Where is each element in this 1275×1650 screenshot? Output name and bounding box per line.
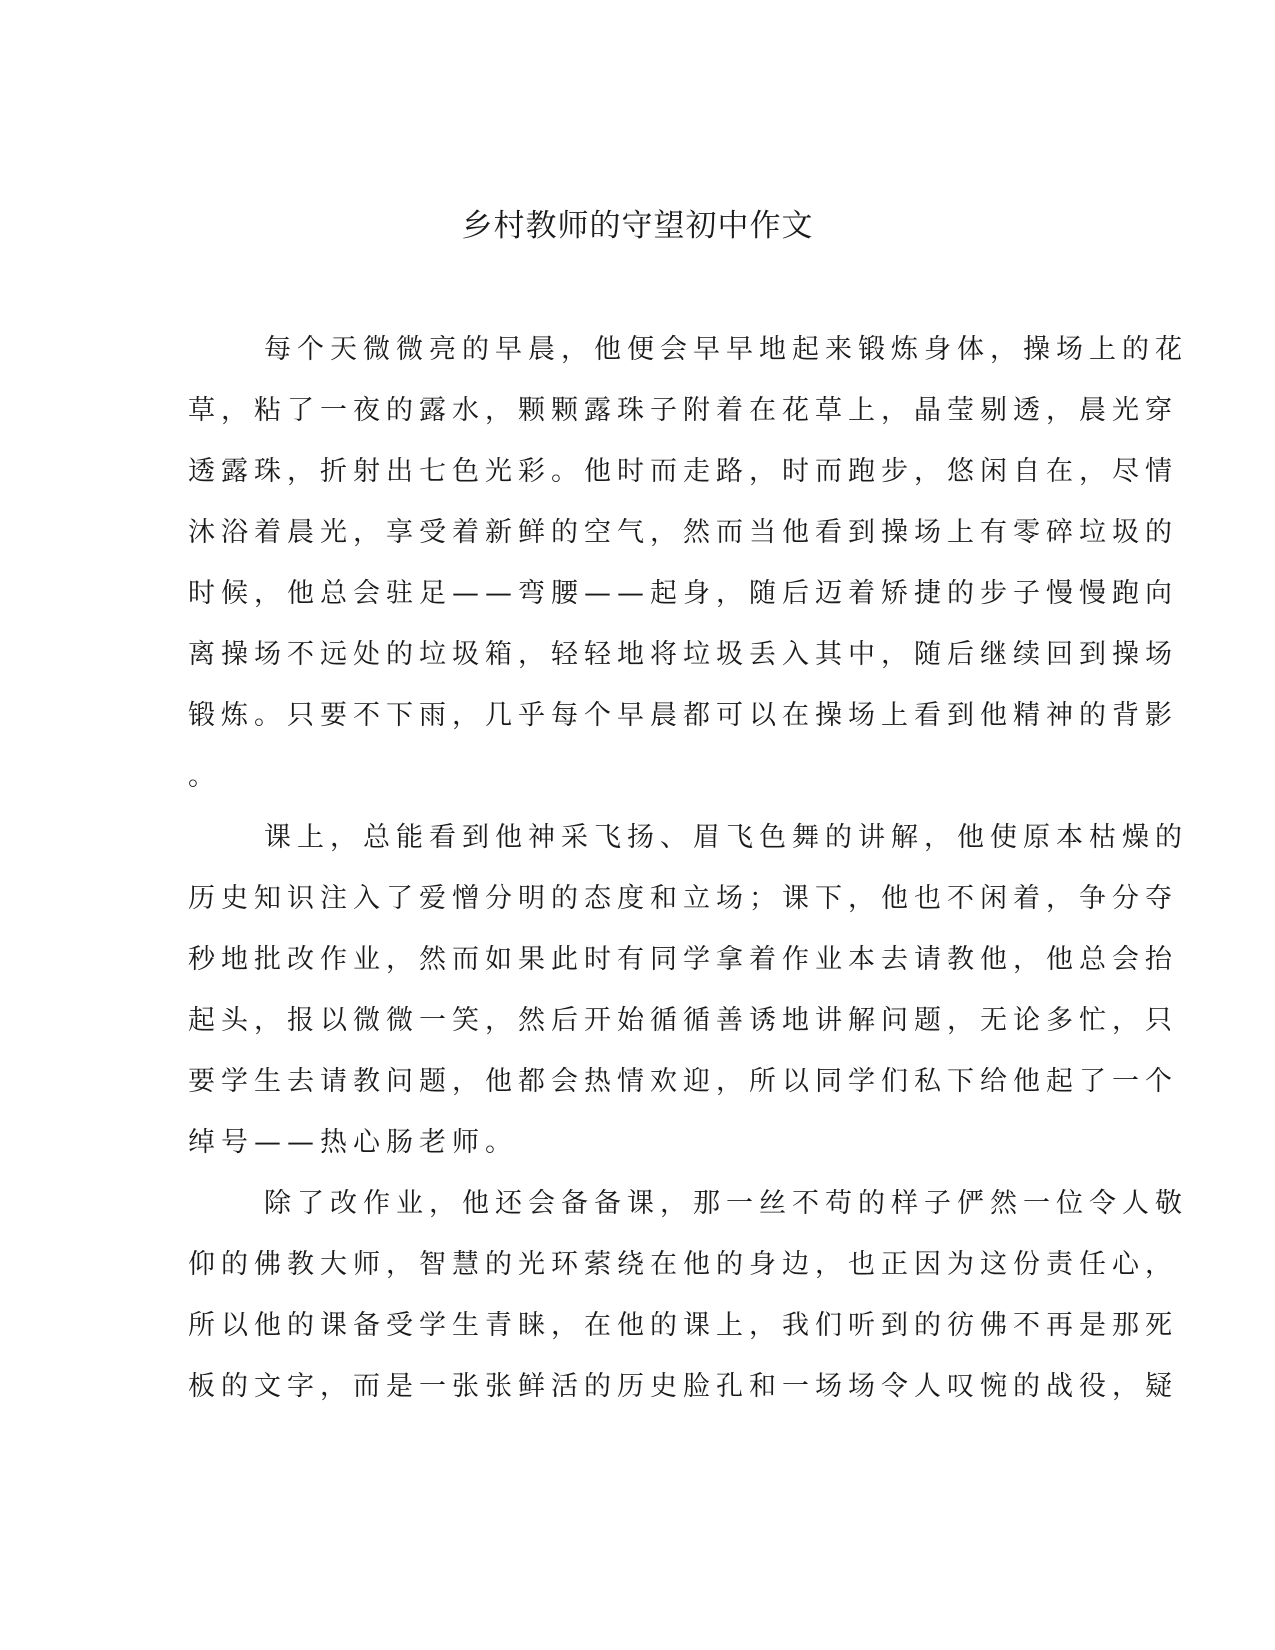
text-line: 所以他的课备受学生青睐，在他的课上，我们听到的彷佛不再是那死 [188, 1310, 1178, 1341]
text-line: 仰的佛教大师，智慧的光环萦绕在他的身边，也正因为这份责任心， [188, 1249, 1178, 1280]
text-line: 板的文字，而是一张张鲜活的历史脸孔和一场场令人叹惋的战役，疑 [188, 1371, 1178, 1402]
text-line: 除了改作业，他还会备备课，那一丝不苟的样子俨然一位令人敬 [264, 1188, 1188, 1219]
text-line: 历史知识注入了爱憎分明的态度和立场；课下，他也不闲着，争分夺 [188, 883, 1178, 914]
text-line: 时候，他总会驻足——弯腰——起身，随后迈着矫捷的步子慢慢跑向 [188, 578, 1178, 609]
text-line: 沐浴着晨光，享受着新鲜的空气，然而当他看到操场上有零碎垃圾的 [188, 517, 1178, 548]
document-title: 乡村教师的守望初中作文 [461, 208, 814, 244]
text-line: 锻炼。只要不下雨，几乎每个早晨都可以在操场上看到他精神的背影 [188, 700, 1178, 731]
document-body [188, 332, 1188, 1430]
text-line: 起头，报以微微一笑，然后开始循循善诱地讲解问题，无论多忙，只 [188, 1005, 1178, 1036]
text-line: 秒地批改作业，然而如果此时有同学拿着作业本去请教他，他总会抬 [188, 944, 1178, 975]
text-line: 草，粘了一夜的露水，颗颗露珠子附着在花草上，晶莹剔透，晨光穿 [188, 395, 1178, 426]
text-line: 课上，总能看到他神采飞扬、眉飞色舞的讲解，他使原本枯燥的 [264, 822, 1188, 853]
text-line: 每个天微微亮的早晨，他便会早早地起来锻炼身体，操场上的花 [264, 334, 1188, 365]
text-line: 离操场不远处的垃圾箱，轻轻地将垃圾丢入其中，随后继续回到操场 [188, 639, 1178, 670]
text-line: 绰号——热心肠老师。 [188, 1127, 518, 1158]
text-line: 要学生去请教问题，他都会热情欢迎，所以同学们私下给他起了一个 [188, 1066, 1178, 1097]
text-line: 透露珠，折射出七色光彩。他时而走路，时而跑步，悠闲自在，尽情 [188, 456, 1178, 487]
text-line: 。 [188, 761, 221, 792]
